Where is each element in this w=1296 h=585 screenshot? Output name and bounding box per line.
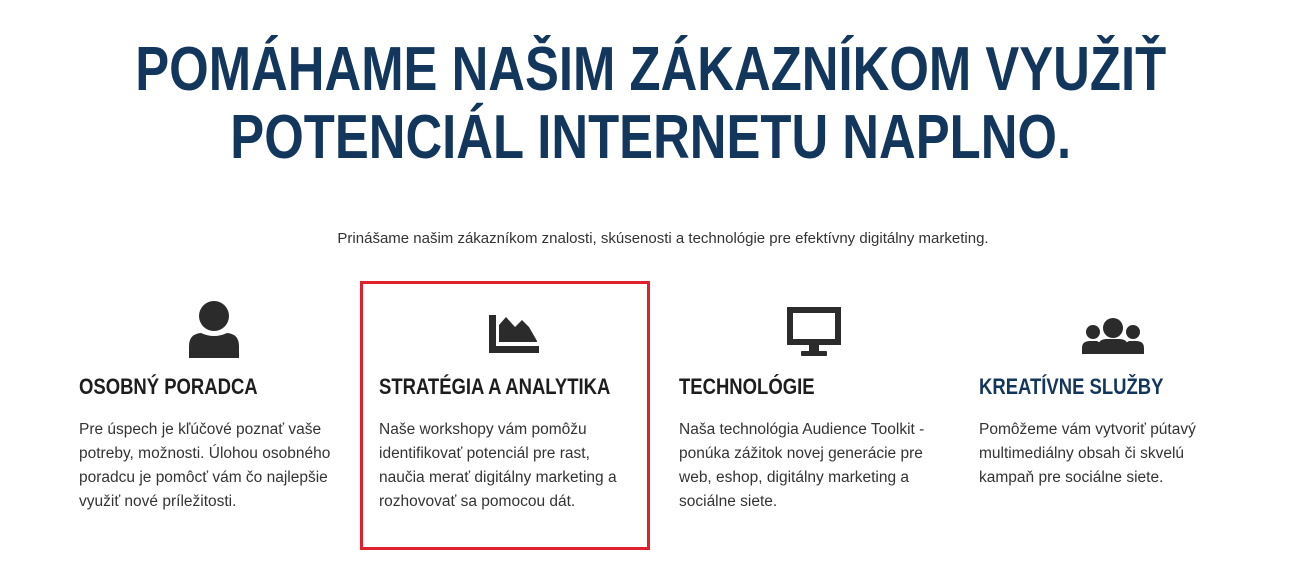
feature-title: TECHNOLÓGIE [679, 374, 815, 399]
headline-line-2: POTENCIÁL INTERNETU NAPLNO. [230, 103, 1072, 172]
page-subtitle: Prinášame našim zákazníkom znalosti, skúsenosti a technológie pre efektívny digitálny marketing. [337, 230, 989, 247]
feature-title: KREATÍVNE SLUŽBY [979, 374, 1164, 399]
feature-text: Naše workshopy vám pomôžu identifikovať potenciál pre rast, naučia merať digitálny marketing a rozhovovať sa pomocou dát. [379, 421, 617, 510]
feature-title: OSOBNÝ PORADCA [79, 374, 258, 399]
feature-title: STRATÉGIA A ANALYTIKA [379, 374, 611, 399]
page-headline [119, 36, 1182, 172]
user-icon [187, 300, 243, 360]
users-icon [1081, 300, 1145, 360]
desktop-icon [785, 300, 843, 360]
feature-text: Pre úspech je kľúčové poznať vaše potreby, možnosti. Úlohou osobného poradcu je pomôcť vám čo najlepšie využiť nové príležitosti. [79, 421, 331, 510]
headline-line-1: POMÁHAME NAŠIM ZÁKAZNÍKOM VYUŽIŤ [135, 35, 1167, 104]
feature-text: Pomôžeme vám vytvoriť pútavý multimediálny obsah či skvelú kampaň pre sociálne siete. [979, 421, 1196, 486]
area-chart-icon [487, 300, 541, 360]
feature-text: Naša technológia Audience Toolkit - ponúka zážitok novej generácie pre web, eshop, digitálny marketing a sociálne siete. [679, 421, 925, 510]
